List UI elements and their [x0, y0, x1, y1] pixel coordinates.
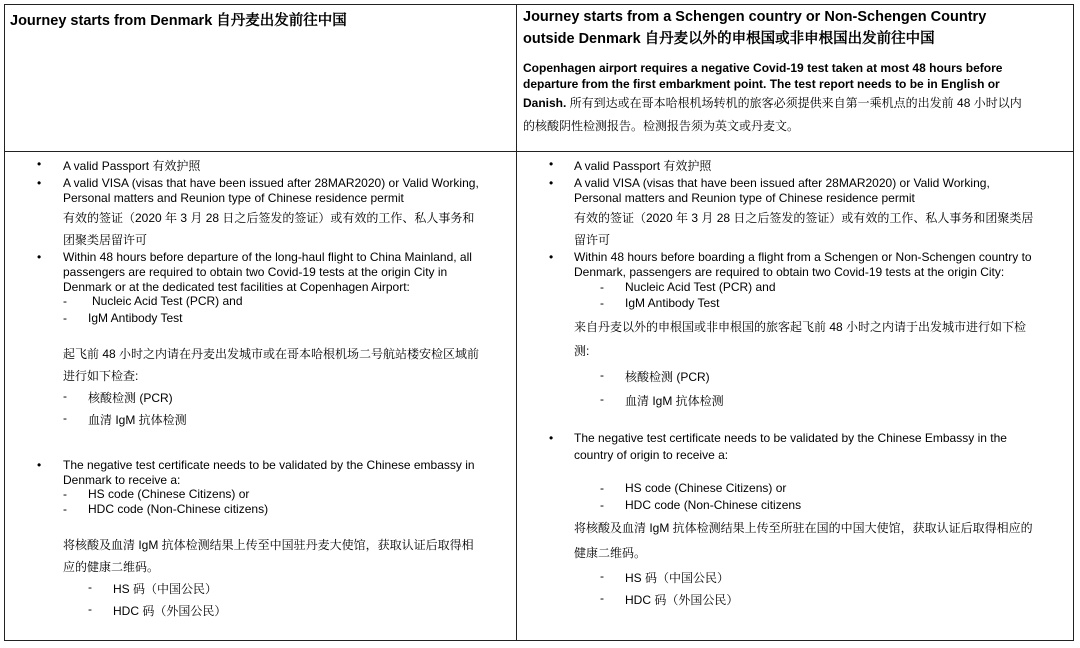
- left-pcr-item: Nucleic Acid Test (PCR) and: [92, 294, 243, 308]
- dash-icon: -: [600, 498, 604, 512]
- column-divider: [516, 4, 517, 641]
- left-visa-line4: 团聚类居留许可: [63, 233, 148, 247]
- right-hs-code-item: HS code (Chinese Citizens) or: [625, 481, 787, 495]
- right-visa-line4: 留许可: [574, 233, 611, 247]
- dash-icon: -: [600, 392, 604, 406]
- right-requirement-cn: 所有到达或在哥本哈根机场转机的旅客必须提供来自第一乘机点的出发前 48 小时以内: [566, 96, 1022, 110]
- bullet-icon: •: [37, 250, 42, 264]
- left-cn-igm-item: 血清 IgM 抗体检测: [88, 413, 187, 427]
- bullet-icon: •: [37, 157, 42, 171]
- left-passport-item: A valid Passport 有效护照: [63, 159, 201, 173]
- right-requirement-line1: Copenhagen airport requires a negative Covid-19 test taken at most 48 hours before: [523, 61, 1003, 75]
- right-cert-line1: The negative test certificate needs to be validated by the Chinese Embassy in the: [574, 431, 1007, 445]
- dash-icon: -: [63, 389, 67, 403]
- bullet-icon: •: [549, 176, 554, 190]
- dash-icon: -: [600, 368, 604, 382]
- dash-icon: -: [63, 411, 67, 425]
- right-hdc-cn-item: HDC 码（外国公民）: [625, 593, 739, 607]
- right-cn-cert-line1: 将核酸及血清 IgM 抗体检测结果上传至所驻在国的中国大使馆，获取认证后取得相应的: [574, 521, 1033, 535]
- left-cert-line1: The negative test certificate needs to be validated by the Chinese embassy in: [63, 458, 475, 472]
- left-visa-line1: A valid VISA (visas that have been issued after 28MAR2020) or Valid Working,: [63, 176, 479, 190]
- left-test-line1: Within 48 hours before departure of the long-haul flight to China Mainland, all: [63, 250, 472, 264]
- left-cn-test-line1: 起飞前 48 小时之内请在丹麦出发城市或在哥本哈根机场二号航站楼安检区域前: [63, 347, 480, 361]
- right-cn-pcr-item: 核酸检测 (PCR): [625, 370, 710, 384]
- right-requirement-line4: 的核酸阴性检测报告。检测报告须为英文或丹麦文。: [523, 119, 800, 133]
- dash-icon: -: [63, 487, 67, 501]
- right-cn-cert-line2: 健康二维码。: [574, 546, 647, 560]
- dash-icon: -: [600, 296, 604, 310]
- left-hs-code-item: HS code (Chinese Citizens) or: [88, 487, 250, 501]
- right-visa-line3: 有效的签证（2020 年 3 月 28 日之后签发的签证）或有效的工作、私人事务和团聚类居: [574, 211, 1034, 225]
- right-cn-test-line1: 来自丹麦以外的申根国或非申根国的旅客起飞前 48 小时之内请于出发城市进行如下检: [574, 320, 1027, 334]
- right-cn-igm-item: 血清 IgM 抗体检测: [625, 394, 724, 408]
- left-visa-line3: 有效的签证（2020 年 3 月 28 日之后签发的签证）或有效的工作、私人事务和: [63, 211, 475, 225]
- left-cn-test-line2: 进行如下检查:: [63, 369, 139, 383]
- left-test-line2: passengers are required to obtain two Covid-19 tests at the origin City in: [63, 265, 448, 279]
- bullet-icon: •: [37, 176, 42, 190]
- left-cn-pcr-item: 核酸检测 (PCR): [88, 391, 173, 405]
- right-requirement-danish: Danish.: [523, 96, 567, 110]
- row-divider: [4, 151, 1074, 152]
- bullet-icon: •: [549, 431, 554, 445]
- right-hs-cn-item: HS 码（中国公民）: [625, 571, 730, 585]
- bullet-icon: •: [549, 157, 554, 171]
- right-requirement-line3: [523, 94, 1022, 111]
- left-cert-line2: Denmark to receive a:: [63, 473, 181, 487]
- left-hdc-cn-item: HDC 码（外国公民）: [113, 604, 227, 618]
- right-hdc-code-item: HDC code (Non-Chinese citizens: [625, 498, 802, 512]
- dash-icon: -: [88, 580, 92, 594]
- right-igm-item: IgM Antibody Test: [625, 296, 720, 310]
- right-visa-line2: Personal matters and Reunion type of Chinese residence permit: [574, 191, 915, 205]
- left-test-line3: Denmark or at the dedicated test facilities at Copenhagen Airport:: [63, 280, 410, 294]
- bullet-icon: •: [549, 250, 554, 264]
- right-passport-item: A valid Passport 有效护照: [574, 159, 712, 173]
- dash-icon: -: [600, 280, 604, 294]
- right-requirement-line2: departure from the first embarkment point. The test report needs to be in English or: [523, 77, 1000, 91]
- left-cn-cert-line2: 应的健康二维码。: [63, 560, 160, 574]
- right-cert-line2: country of origin to receive a:: [574, 448, 729, 462]
- left-header: Journey starts from Denmark 自丹麦出发前往中国: [10, 13, 347, 29]
- left-hdc-code-item: HDC code (Non-Chinese citizens): [88, 502, 269, 516]
- dash-icon: -: [63, 311, 67, 325]
- left-hs-cn-item: HS 码（中国公民）: [113, 582, 218, 596]
- dash-icon: -: [600, 569, 604, 583]
- right-test-line2: Denmark, passengers are required to obtain two Covid-19 tests at the origin City:: [574, 265, 1005, 279]
- right-header-line2: outside Denmark 自丹麦以外的申根国或非申根国出发前往中国: [523, 31, 935, 47]
- dash-icon: -: [88, 602, 92, 616]
- dash-icon: -: [600, 591, 604, 605]
- dash-icon: -: [63, 502, 67, 516]
- left-visa-line2: Personal matters and Reunion type of Chinese residence permit: [63, 191, 404, 205]
- dash-icon: -: [600, 481, 604, 495]
- right-pcr-item: Nucleic Acid Test (PCR) and: [625, 280, 776, 294]
- left-cn-cert-line1: 将核酸及血清 IgM 抗体检测结果上传至中国驻丹麦大使馆，获取认证后取得相: [63, 538, 474, 552]
- right-test-line1: Within 48 hours before boarding a flight from a Schengen or Non-Schengen country to: [574, 250, 1032, 264]
- left-igm-item: IgM Antibody Test: [88, 311, 183, 325]
- dash-icon: -: [63, 294, 67, 308]
- right-cn-test-line2: 测:: [574, 344, 590, 358]
- right-header-line1: Journey starts from a Schengen country or Non-Schengen Country: [523, 9, 987, 25]
- right-visa-line1: A valid VISA (visas that have been issued after 28MAR2020) or Valid Working,: [574, 176, 990, 190]
- bullet-icon: •: [37, 458, 42, 472]
